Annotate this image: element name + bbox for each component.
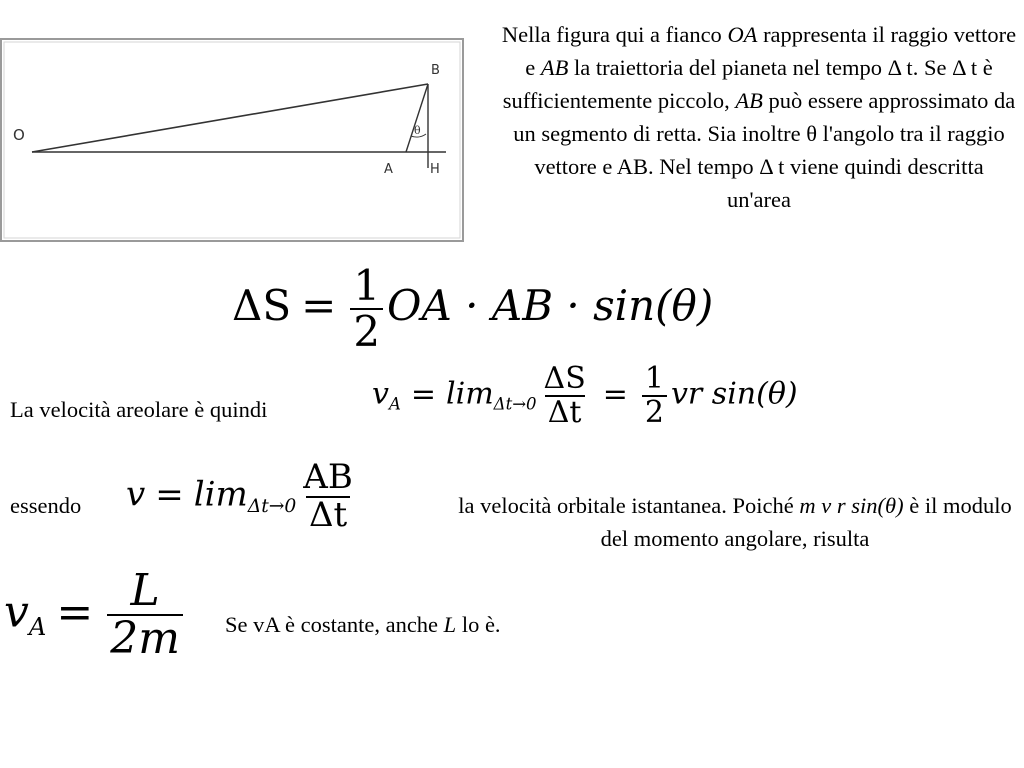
fraction-denominator: Δt: [545, 395, 585, 429]
intro-paragraph: [500, 18, 1018, 216]
formula-areal-velocity: [372, 363, 798, 428]
fraction-numerator: AB: [303, 457, 353, 497]
lim-subscript: Δt→0: [493, 394, 537, 414]
equals-sign: =: [410, 376, 437, 412]
va-v: v: [4, 586, 29, 638]
label-H: H: [430, 162, 440, 177]
v-symbol: v: [126, 474, 146, 515]
lim-operator: lim: [193, 474, 248, 515]
formula-delta-s: [232, 261, 714, 357]
lim-operator: lim: [446, 376, 494, 412]
fraction-denominator: 2: [642, 395, 667, 429]
orbital-sin: sin(θ): [851, 493, 904, 518]
label-B: B: [431, 63, 440, 78]
equals-sign: =: [155, 474, 184, 515]
fraction-delta-s-delta-t: [541, 363, 589, 428]
label-A: A: [384, 162, 393, 177]
fraction-numerator: 1: [644, 361, 664, 396]
va-subscript: A: [388, 394, 401, 414]
fraction-denominator: 2: [350, 308, 383, 354]
constant-text-1: Se vA è costante, anche: [225, 612, 444, 637]
essendo-label: essendo: [10, 493, 82, 518]
intro-AB-2: AB: [735, 88, 763, 113]
constant-L: L: [443, 612, 457, 637]
fraction-one-half: [350, 261, 383, 357]
fraction-numerator: L: [130, 565, 160, 616]
label-O: O: [13, 126, 25, 144]
areal-velocity-label: La velocità areolare è quindi: [10, 397, 268, 422]
formula-va-angular-momentum: [4, 565, 187, 665]
intro-text-2: rappresenta il raggio vettore e: [525, 22, 1017, 80]
intro-text-1: Nella figura qui a fianco: [501, 22, 728, 47]
orbital-text-3: è il modulo del momento angolare, risulta: [600, 493, 1012, 551]
va-v: v: [372, 376, 389, 412]
intro-text-3: la traiettoria del pianeta nel tempo Δ t. Se Δ t è sufficientemente piccolo,: [502, 55, 993, 113]
equals-sign: =: [56, 586, 94, 638]
equals-sign: =: [301, 281, 337, 331]
formula-orbital-velocity: [126, 457, 360, 535]
fraction-l-2m: [107, 565, 183, 665]
formula-delta-s-lhs: ΔS: [232, 281, 292, 331]
intro-OA: OA: [727, 22, 758, 47]
fraction-numerator: ΔS: [543, 361, 586, 396]
fraction-one-half: [642, 363, 667, 428]
formula-delta-s-rhs: OA · AB · sin(θ): [387, 281, 714, 331]
formula-areal-rhs: vr sin(θ): [670, 376, 798, 412]
fraction-denominator: 2m: [107, 614, 183, 662]
equals-sign: =: [602, 376, 628, 412]
constant-statement: [225, 608, 501, 641]
orbit-figure: [0, 38, 465, 242]
orbital-text-1: la velocità orbitale istantanea. Poiché: [458, 493, 800, 518]
constant-text-2: lo è.: [456, 612, 501, 637]
label-theta: θ: [414, 124, 421, 137]
orbital-mvr: m v r: [799, 493, 846, 518]
fraction-numerator: 1: [353, 261, 381, 310]
fraction-denominator: Δt: [306, 496, 350, 534]
lim-subscript: Δt→0: [247, 496, 297, 518]
fraction-ab-delta-t: [300, 457, 356, 535]
triangle-diagram: [0, 38, 465, 242]
intro-text-4: può essere approssimato da un segmento di retta. Sia inoltre θ l'angolo tra il raggio vettore e AB. Nel tempo Δ t viene quindi descritta un'area: [513, 88, 1016, 212]
va-subscript: A: [28, 613, 47, 642]
orbital-velocity-text: [455, 489, 1015, 555]
intro-AB: AB: [540, 55, 569, 80]
